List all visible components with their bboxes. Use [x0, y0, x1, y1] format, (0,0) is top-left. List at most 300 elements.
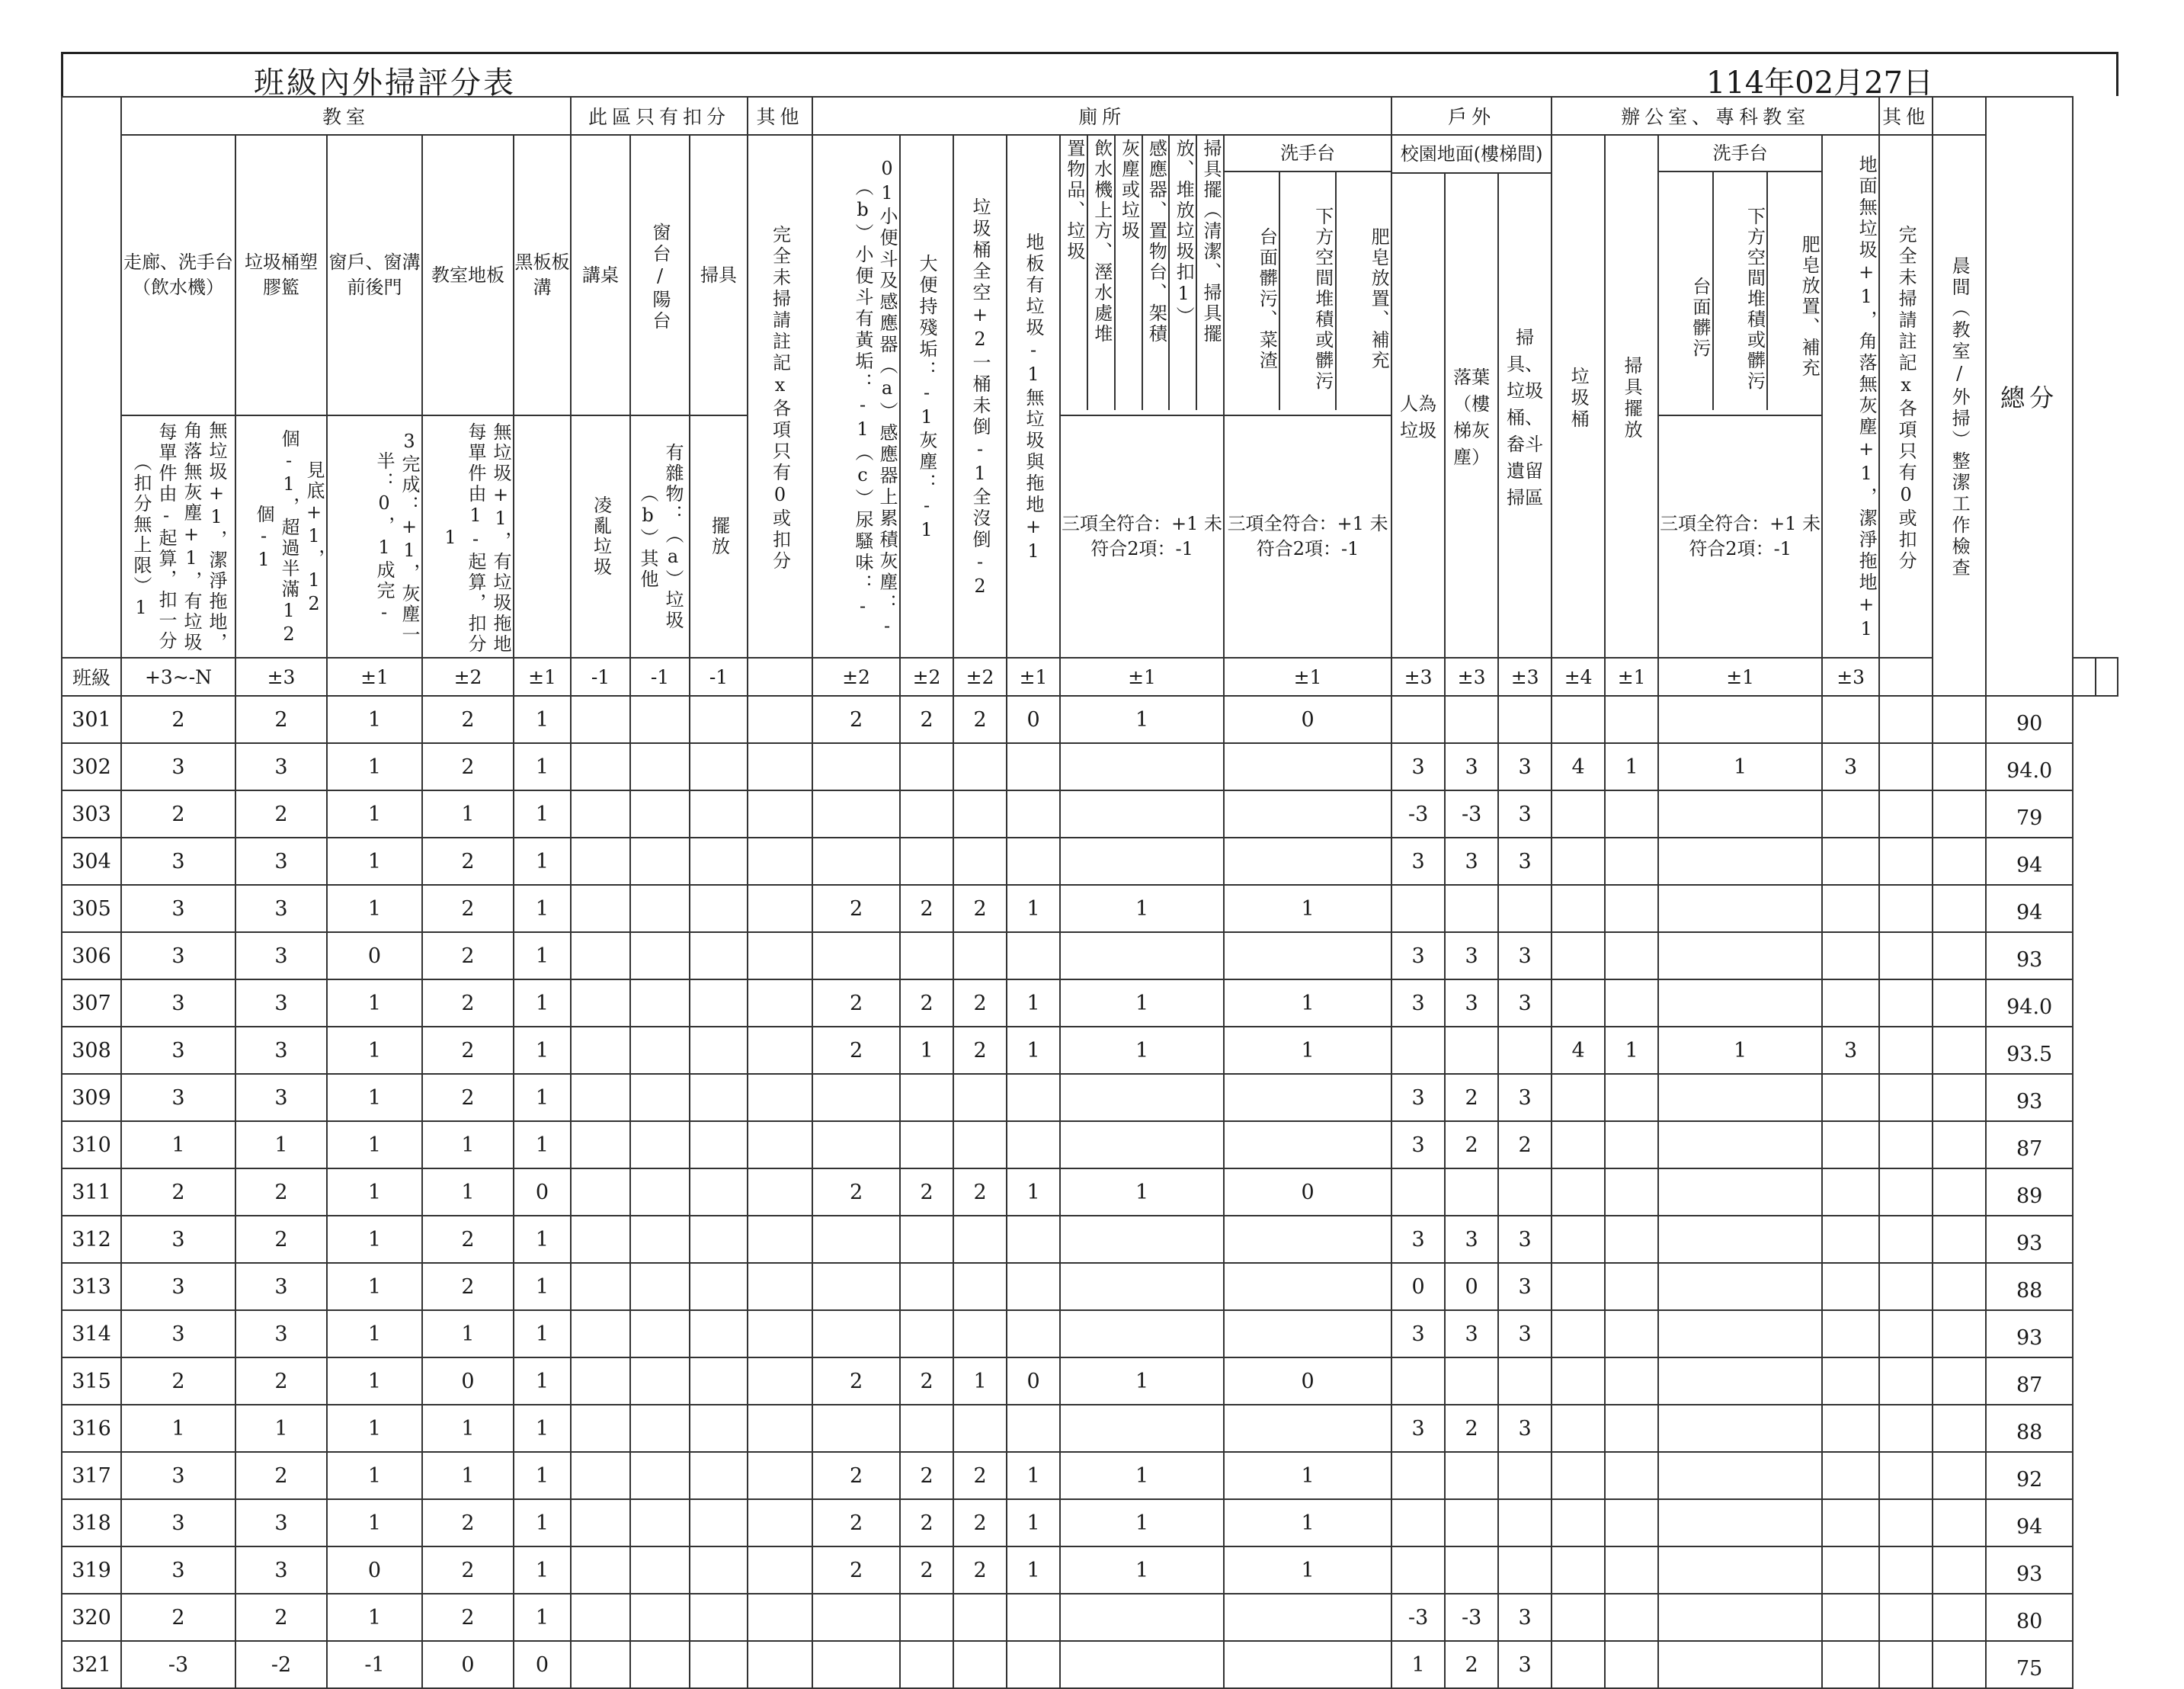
score-cell-c1: 3: [121, 1263, 235, 1310]
score-cell-o1: [748, 743, 812, 790]
score-cell-t5: 1: [1060, 1357, 1224, 1405]
class-number: 301: [62, 696, 121, 743]
score-cell-o1: [748, 1310, 812, 1357]
score-cell-d2: [630, 1452, 690, 1499]
score-cell-c5: 1: [514, 932, 571, 979]
table-row: [62, 1074, 2118, 1121]
score-cell-t1: [812, 790, 900, 838]
weight-office-sink: ±1: [1658, 658, 1822, 696]
score-cell-d2: [630, 1121, 690, 1168]
score-cell-c1: 3: [121, 1546, 235, 1594]
score-cell-u2: 3: [1445, 932, 1498, 979]
score-cell-u3: [1498, 1027, 1552, 1074]
score-cell-t3: [953, 1405, 1007, 1452]
class-number: 306: [62, 932, 121, 979]
score-cell-u1: [1391, 1168, 1445, 1216]
score-cell-t2: 2: [900, 1168, 953, 1216]
score-cell-f2: [1605, 932, 1658, 979]
label-office-floor: 地面無垃圾+1，角落無灰塵+1，潔淨拖地+1: [1822, 135, 1879, 658]
weight-tools: -1: [690, 658, 748, 696]
score-cell-t6: [1224, 1074, 1391, 1121]
score-cell-t3: [953, 1310, 1007, 1357]
score-cell-f2: [1605, 1168, 1658, 1216]
group-other-2: 其他: [1879, 97, 1933, 135]
class-number: 303: [62, 790, 121, 838]
weight-campus-tools-left: ±3: [1498, 658, 1552, 696]
score-cell-o2: [1879, 1641, 1933, 1688]
score-cell-t1: [812, 1594, 900, 1641]
label-tools: 掃具: [690, 135, 748, 415]
score-cell-c1: 3: [121, 1216, 235, 1263]
score-cell-f1: [1552, 1594, 1605, 1641]
score-cell-t2: 2: [900, 1452, 953, 1499]
score-cell-t2: [900, 1405, 953, 1452]
weight-toilet-bowl: ±2: [900, 658, 953, 696]
score-cell-d1: [571, 1310, 630, 1357]
score-cell-u3: 3: [1498, 1216, 1552, 1263]
weight-windows: ±1: [327, 658, 422, 696]
table-row: [62, 696, 2118, 743]
score-cell-t2: [900, 790, 953, 838]
score-cell-f2: [1605, 1310, 1658, 1357]
score-cell-f2: [1605, 1263, 1658, 1310]
weight-morning: [2073, 658, 2095, 696]
score-cell-f1: [1552, 1357, 1605, 1405]
score-cell-f4: 3: [1822, 743, 1879, 790]
score-cell-f3: [1658, 1641, 1822, 1688]
score-cell-t3: [953, 838, 1007, 885]
score-cell-c1: 3: [121, 1074, 235, 1121]
label-other-note-2: 完全未掃請註記x各項只有0或扣分: [1879, 135, 1933, 658]
table-row: [62, 885, 2118, 932]
score-cell-c1: 3: [121, 1499, 235, 1546]
score-cell-t6: [1224, 790, 1391, 838]
score-cell-c1: 2: [121, 696, 235, 743]
score-cell-t2: 2: [900, 1546, 953, 1594]
score-cell-t2: [900, 1594, 953, 1641]
score-cell-o2: [1879, 1546, 1933, 1594]
score-cell-u1: 3: [1391, 1074, 1445, 1121]
score-cell-t3: [953, 932, 1007, 979]
score-cell-f2: [1605, 1216, 1658, 1263]
score-cell-f1: 4: [1552, 1027, 1605, 1074]
score-cell-d3: [690, 1357, 748, 1405]
score-cell-t6: [1224, 932, 1391, 979]
total-score: 94: [1986, 885, 2073, 932]
score-cell-c1: 3: [121, 743, 235, 790]
score-cell-d2: [630, 1546, 690, 1594]
score-cell-c2: 3: [235, 1546, 327, 1594]
score-cell-t1: 2: [812, 1168, 900, 1216]
score-cell-u3: [1498, 1546, 1552, 1594]
score-cell-t4: [1007, 1594, 1060, 1641]
score-cell-t6: 1: [1224, 1499, 1391, 1546]
score-cell-t3: 2: [953, 696, 1007, 743]
title-row: [61, 52, 2118, 101]
score-cell-u1: [1391, 1546, 1445, 1594]
score-cell-u2: [1445, 1168, 1498, 1216]
score-cell-c3: 1: [327, 1074, 422, 1121]
score-cell-c1: 3: [121, 979, 235, 1027]
label-toilet-misc-b: 飲水機上方、溼水處堆: [1088, 136, 1116, 410]
score-cell-u1: [1391, 1452, 1445, 1499]
score-cell-u3: 3: [1498, 1263, 1552, 1310]
score-cell-t5: [1060, 932, 1224, 979]
table-row: [62, 743, 2118, 790]
table-row: [62, 979, 2118, 1027]
weight-urinal: ±2: [812, 658, 900, 696]
score-cell-u1: 3: [1391, 1310, 1445, 1357]
score-cell-t6: 0: [1224, 696, 1391, 743]
score-cell-c2: 2: [235, 1357, 327, 1405]
score-cell-t3: [953, 1121, 1007, 1168]
weight-toilet-trash: ±2: [953, 658, 1007, 696]
score-cell-u2: [1445, 1499, 1498, 1546]
group-classroom: 教室: [121, 97, 571, 135]
score-cell-c4: 1: [422, 1310, 514, 1357]
class-number: 305: [62, 885, 121, 932]
label-toilet-misc-f: 掃具擺（清潔、掃具擺: [1200, 139, 1222, 345]
score-cell-t1: 2: [812, 885, 900, 932]
score-cell-d3: [690, 1310, 748, 1357]
criteria-office-sink: 三項全符合：+1 未符合2項：-1: [1658, 415, 1822, 658]
score-cell-t6: 1: [1224, 1027, 1391, 1074]
score-cell-c4: 2: [422, 838, 514, 885]
score-cell-f2: 1: [1605, 743, 1658, 790]
score-cell-f2: [1605, 838, 1658, 885]
score-cell-u2: 3: [1445, 1216, 1498, 1263]
score-cell-t2: [900, 1216, 953, 1263]
score-cell-f1: [1552, 696, 1605, 743]
sheet-title: 班級內外掃評分表: [254, 66, 516, 101]
score-cell-d1: [571, 1357, 630, 1405]
score-cell-u1: [1391, 1499, 1445, 1546]
score-cell-f1: [1552, 1121, 1605, 1168]
table-row: [62, 1641, 2118, 1688]
score-cell-u3: [1498, 1452, 1552, 1499]
score-cell-u2: [1445, 1452, 1498, 1499]
score-cell-u2: -3: [1445, 1594, 1498, 1641]
total-score: 94.0: [1986, 979, 2073, 1027]
score-cell-t5: [1060, 1594, 1224, 1641]
score-cell-f3: [1658, 932, 1822, 979]
corner-cell: [62, 97, 121, 658]
score-cell-f1: [1552, 1263, 1605, 1310]
score-cell-t4: [1007, 790, 1060, 838]
score-cell-c2: 3: [235, 1499, 327, 1546]
table-row: [62, 790, 2118, 838]
label-windowsill: 窗台/陽台: [630, 135, 690, 415]
criteria-corridor: 無垃圾+1，潔淨拖地，角落無灰塵+1，有垃圾每單件由-起算，扣一分（扣分無上限）1: [121, 415, 235, 658]
score-cell-c5: 1: [514, 696, 571, 743]
score-cell-t1: 2: [812, 979, 900, 1027]
score-cell-f4: [1822, 1546, 1879, 1594]
class-number: 319: [62, 1546, 121, 1594]
score-cell-f3: [1658, 790, 1822, 838]
score-cell-m1: [1933, 1216, 1986, 1263]
score-cell-c2: 3: [235, 838, 327, 885]
score-cell-c4: 1: [422, 1405, 514, 1452]
score-cell-d1: [571, 1216, 630, 1263]
weight-desk: -1: [571, 658, 630, 696]
score-cell-t5: [1060, 790, 1224, 838]
label-office-sink-soap: 肥皂放置、補充: [1798, 234, 1821, 379]
score-cell-c2: 3: [235, 1310, 327, 1357]
score-cell-o2: [1879, 743, 1933, 790]
score-cell-t5: 1: [1060, 1027, 1224, 1074]
score-cell-f2: [1605, 1074, 1658, 1121]
score-cell-m1: [1933, 1027, 1986, 1074]
class-number: 314: [62, 1310, 121, 1357]
score-cell-t4: [1007, 1641, 1060, 1688]
score-cell-t4: 1: [1007, 1452, 1060, 1499]
score-cell-c1: 2: [121, 1357, 235, 1405]
score-cell-f1: [1552, 790, 1605, 838]
score-cell-c5: 1: [514, 1357, 571, 1405]
score-cell-f4: [1822, 696, 1879, 743]
label-toilet-sink-group: [1224, 135, 1391, 415]
score-cell-o2: [1879, 1594, 1933, 1641]
score-cell-f2: [1605, 1641, 1658, 1688]
score-cell-c1: 2: [121, 790, 235, 838]
score-cell-m1: [1933, 743, 1986, 790]
score-cell-t1: [812, 1310, 900, 1357]
score-cell-f2: [1605, 1121, 1658, 1168]
score-cell-f2: [1605, 1357, 1658, 1405]
score-cell-c5: 0: [514, 1641, 571, 1688]
score-cell-m1: [1933, 1452, 1986, 1499]
label-row: [62, 135, 2118, 173]
score-cell-f3: [1658, 696, 1822, 743]
table-row: [62, 932, 2118, 979]
score-cell-f3: 1: [1658, 743, 1822, 790]
score-cell-d2: [630, 979, 690, 1027]
weight-toilet-sink: ±1: [1224, 658, 1391, 696]
score-cell-u2: [1445, 1357, 1498, 1405]
score-cell-d2: [630, 838, 690, 885]
criteria-toilet-sink: 三項全符合：+1 未符合2項：-1: [1224, 415, 1391, 658]
weight-trash-basket: ±3: [235, 658, 327, 696]
score-cell-t5: 1: [1060, 1546, 1224, 1594]
label-toilet-trash: 垃圾桶全空+2一桶未倒-1全沒倒-2: [953, 135, 1007, 658]
class-number: 313: [62, 1263, 121, 1310]
score-cell-u1: 3: [1391, 979, 1445, 1027]
score-cell-f1: [1552, 838, 1605, 885]
table-row: [62, 1499, 2118, 1546]
score-cell-t5: [1060, 1405, 1224, 1452]
score-cell-c1: 3: [121, 932, 235, 979]
score-cell-o2: [1879, 932, 1933, 979]
criteria-desk: 凌亂垃圾: [571, 415, 630, 658]
score-cell-t2: [900, 743, 953, 790]
score-cell-d2: [630, 1594, 690, 1641]
score-cell-t5: [1060, 1216, 1224, 1263]
score-cell-t3: 2: [953, 1499, 1007, 1546]
score-cell-c3: 1: [327, 1499, 422, 1546]
score-cell-u3: 3: [1498, 932, 1552, 979]
score-cell-t6: [1224, 1216, 1391, 1263]
table-row: [62, 1546, 2118, 1594]
score-cell-t5: [1060, 1310, 1224, 1357]
score-cell-t4: [1007, 1074, 1060, 1121]
score-cell-t2: [900, 1074, 953, 1121]
total-score: 94: [1986, 838, 2073, 885]
score-cell-t2: 2: [900, 979, 953, 1027]
score-cell-c3: -1: [327, 1641, 422, 1688]
score-cell-t1: [812, 1074, 900, 1121]
score-cell-m1: [1933, 1546, 1986, 1594]
score-cell-f3: [1658, 1216, 1822, 1263]
label-campus-tools-left: 掃具、垃圾桶、畚斗遺留掃區: [1498, 173, 1552, 658]
score-cell-u2: [1445, 696, 1498, 743]
score-cell-f2: [1605, 885, 1658, 932]
score-cell-d2: [630, 1216, 690, 1263]
score-cell-u1: 1: [1391, 1641, 1445, 1688]
score-cell-t1: [812, 838, 900, 885]
total-score: 75: [1986, 1641, 2073, 1688]
score-cell-f4: [1822, 1499, 1879, 1546]
score-cell-u3: [1498, 1168, 1552, 1216]
class-number: 320: [62, 1594, 121, 1641]
score-cell-d3: [690, 885, 748, 932]
score-cell-t3: 2: [953, 1452, 1007, 1499]
score-cell-c4: 1: [422, 1168, 514, 1216]
score-cell-d3: [690, 1168, 748, 1216]
score-cell-t5: [1060, 838, 1224, 885]
score-cell-c3: 1: [327, 1027, 422, 1074]
criteria-trash-basket: 見底+1，12個-1，超過半滿12個-1: [235, 415, 327, 658]
score-cell-c4: 2: [422, 743, 514, 790]
score-cell-c5: 1: [514, 1263, 571, 1310]
score-cell-t1: [812, 1121, 900, 1168]
score-cell-f4: [1822, 1641, 1879, 1688]
score-cell-o1: [748, 1546, 812, 1594]
score-cell-o1: [748, 1594, 812, 1641]
score-cell-u2: 3: [1445, 1310, 1498, 1357]
score-cell-u3: 3: [1498, 1310, 1552, 1357]
score-cell-t4: [1007, 838, 1060, 885]
class-number: 316: [62, 1405, 121, 1452]
score-cell-t5: [1060, 1074, 1224, 1121]
score-cell-t1: [812, 932, 900, 979]
label-desk: 講桌: [571, 135, 630, 415]
label-toilet-sink-soap: 肥皂放置、補充: [1368, 226, 1390, 371]
score-cell-f2: [1605, 979, 1658, 1027]
score-cell-c1: 1: [121, 1405, 235, 1452]
score-cell-d2: [630, 1499, 690, 1546]
score-cell-o1: [748, 1357, 812, 1405]
score-cell-d3: [690, 790, 748, 838]
score-cell-c1: 3: [121, 838, 235, 885]
score-cell-u2: 0: [1445, 1263, 1498, 1310]
score-cell-t6: [1224, 1594, 1391, 1641]
score-cell-c3: 1: [327, 1216, 422, 1263]
table-row: [62, 1027, 2118, 1074]
score-cell-d1: [571, 932, 630, 979]
total-score: 79: [1986, 790, 2073, 838]
score-cell-t1: [812, 743, 900, 790]
score-cell-o1: [748, 696, 812, 743]
table-row: [62, 838, 2118, 885]
score-cell-o2: [1879, 1074, 1933, 1121]
score-cell-t5: [1060, 1263, 1224, 1310]
label-office-sink: 洗手台: [1659, 136, 1821, 172]
score-cell-f2: [1605, 790, 1658, 838]
class-number: 315: [62, 1357, 121, 1405]
score-cell-u3: 3: [1498, 743, 1552, 790]
score-cell-f3: [1658, 1594, 1822, 1641]
score-cell-m1: [1933, 885, 1986, 932]
label-campus-litter: 人為垃圾: [1391, 173, 1445, 658]
score-cell-f4: [1822, 1168, 1879, 1216]
score-cell-o1: [748, 1216, 812, 1263]
score-cell-t3: 2: [953, 1546, 1007, 1594]
score-cell-f3: [1658, 1121, 1822, 1168]
score-cell-u3: 3: [1498, 979, 1552, 1027]
score-cell-m1: [1933, 1074, 1986, 1121]
score-cell-o2: [1879, 790, 1933, 838]
weight-office-trash: ±4: [1552, 658, 1605, 696]
total-score: 90: [1986, 696, 2073, 743]
score-cell-o2: [1879, 1216, 1933, 1263]
score-cell-m1: [1933, 1263, 1986, 1310]
score-cell-o2: [1879, 838, 1933, 885]
label-campus-ground: 校園地面(樓梯間): [1391, 135, 1552, 173]
score-cell-d1: [571, 1499, 630, 1546]
class-number: 309: [62, 1074, 121, 1121]
score-cell-f4: [1822, 790, 1879, 838]
criteria-tools: 擺放: [690, 415, 748, 658]
label-office-tools: 掃具擺放: [1605, 135, 1658, 658]
score-cell-d1: [571, 885, 630, 932]
score-cell-t4: [1007, 932, 1060, 979]
weight-label: 班級: [62, 658, 121, 696]
score-cell-d1: [571, 1546, 630, 1594]
score-cell-t3: [953, 1263, 1007, 1310]
score-cell-f2: 1: [1605, 1027, 1658, 1074]
score-cell-c3: 1: [327, 1121, 422, 1168]
label-corridor: 走廊、洗手台（飲水機）: [121, 135, 235, 415]
score-cell-d3: [690, 1121, 748, 1168]
score-cell-f3: [1658, 1405, 1822, 1452]
score-cell-c2: 3: [235, 743, 327, 790]
label-urinal: 01小便斗及感應器（a）感應器上累積灰塵：-（b）小便斗有黃垢：-1（c）尿騷味：-: [812, 135, 900, 658]
score-cell-c3: 1: [327, 1357, 422, 1405]
score-cell-o2: [1879, 1263, 1933, 1310]
score-cell-u1: 0: [1391, 1263, 1445, 1310]
score-cell-t5: 1: [1060, 885, 1224, 932]
score-cell-f1: [1552, 1499, 1605, 1546]
weight-office-floor: ±3: [1822, 658, 1879, 696]
score-cell-f3: [1658, 1310, 1822, 1357]
score-cell-u1: 3: [1391, 932, 1445, 979]
score-cell-d1: [571, 1594, 630, 1641]
score-cell-d2: [630, 1357, 690, 1405]
score-cell-c2: 2: [235, 790, 327, 838]
label-toilet-sink-surface: 台面髒污、菜渣: [1225, 172, 1280, 410]
score-cell-u1: 3: [1391, 743, 1445, 790]
score-cell-f4: [1822, 1594, 1879, 1641]
score-cell-c2: 3: [235, 979, 327, 1027]
score-cell-f2: [1605, 696, 1658, 743]
score-cell-u3: [1498, 696, 1552, 743]
total-score: 88: [1986, 1405, 2073, 1452]
score-cell-t4: 0: [1007, 696, 1060, 743]
score-cell-t4: 1: [1007, 1546, 1060, 1594]
score-cell-o2: [1879, 1405, 1933, 1452]
score-sheet: [61, 52, 2118, 1689]
score-cell-c5: 1: [514, 743, 571, 790]
